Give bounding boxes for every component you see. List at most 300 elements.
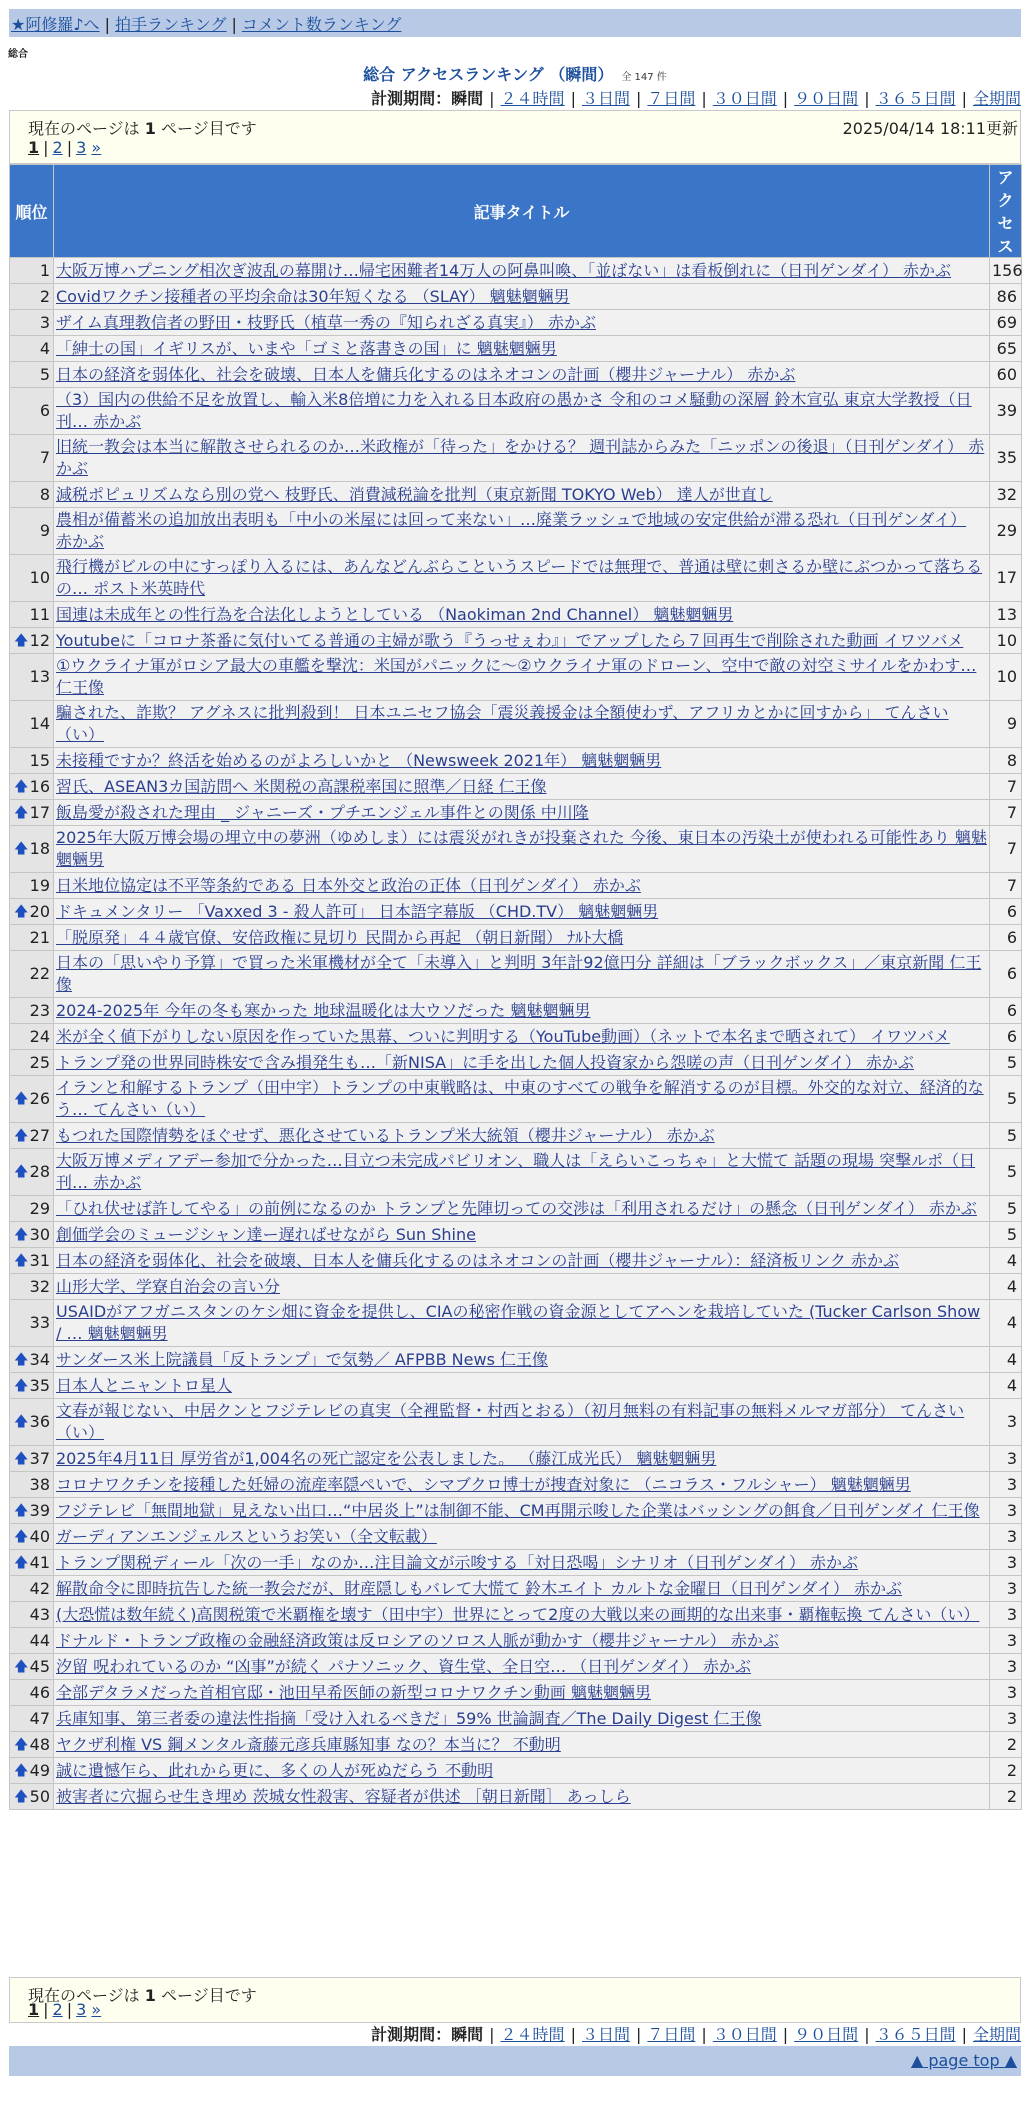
- table-row: [10, 362, 1022, 388]
- rank-number: 36: [29, 1412, 50, 1431]
- table-row: [10, 1524, 1022, 1550]
- access-count: 4: [990, 1274, 1022, 1300]
- rank-cell: [10, 508, 54, 555]
- access-count: 2: [990, 1758, 1022, 1784]
- access-count: 7: [990, 800, 1022, 826]
- rank-number: 37: [29, 1448, 50, 1468]
- page-info-box-top: [9, 110, 1021, 164]
- article-link[interactable]: コロナワクチンを接種した妊婦の流産率隠ぺいで、シマブクロ博士が捜査対象に （ニコラス・フルシャー） 魑魅魍魎男: [56, 1474, 911, 1494]
- period-link[interactable]: ３０日間: [712, 89, 777, 108]
- article-link[interactable]: サンダース米上院議員「反トランプ」で気勢／ AFPBB News 仁王像: [56, 1349, 549, 1369]
- period-label: 計測期間：: [371, 89, 452, 108]
- title-cell: [54, 826, 990, 873]
- rank-number: 14: [29, 714, 50, 733]
- rank-cell: [10, 310, 54, 336]
- article-link[interactable]: ドキュメンタリー 「Vaxxed 3 - 殺人許可」 日本語字幕版 （CHD.TV） 魑魅魍魎男: [56, 901, 659, 921]
- article-link[interactable]: フジテレビ「無間地獄」見えない出口…“中居炎上”は制御不能、CM再開示唆した企業はバッシングの餌食／日刊ゲンダイ 仁王像: [56, 1500, 980, 1520]
- rank-cell: [10, 998, 54, 1024]
- title-cell: [54, 508, 990, 555]
- table-row: [10, 1576, 1022, 1602]
- comment-ranking-link[interactable]: コメント数ランキング: [241, 15, 402, 34]
- rank-number: 41: [29, 1552, 50, 1572]
- article-link[interactable]: 日本の経済を弱体化、社会を破壊、日本人を傭兵化するのはネオコンの計画（櫻井ジャーナル）：経済板リンク 赤かぶ: [56, 1250, 900, 1270]
- access-count: 5: [990, 1196, 1022, 1222]
- table-row: [10, 951, 1022, 998]
- home-link[interactable]: ★阿修羅♪へ: [11, 15, 100, 34]
- access-count: 39: [990, 388, 1022, 435]
- period-current: 瞬間: [451, 89, 484, 108]
- article-link[interactable]: Covidワクチン接種者の平均余命は30年短くなる （SLAY） 魑魅魍魎男: [56, 286, 570, 306]
- article-link[interactable]: 日米地位協定は不平等条約である 日本外交と政治の正体（日刊ゲンダイ） 赤かぶ: [56, 875, 641, 895]
- rank-cell: [10, 1076, 54, 1123]
- access-count: 35: [990, 435, 1022, 482]
- access-count: 13: [990, 602, 1022, 628]
- article-link[interactable]: 日本の経済を弱体化、社会を破壊、日本人を傭兵化するのはネオコンの計画（櫻井ジャーナル） 赤かぶ: [56, 364, 796, 384]
- rank-cell: [10, 1498, 54, 1524]
- title-cell: [54, 362, 990, 388]
- table-row: [10, 826, 1022, 873]
- pager-separator: |: [66, 2000, 73, 2019]
- access-count: 9: [990, 701, 1022, 748]
- rank-cell: [10, 1732, 54, 1758]
- table-row: [10, 1347, 1022, 1373]
- title-cell: [54, 1550, 990, 1576]
- rank-cell: [10, 1784, 54, 1810]
- table-row: [10, 508, 1022, 555]
- rank-number: 35: [29, 1375, 50, 1395]
- period-link[interactable]: 全期間: [972, 2025, 1021, 2044]
- title-cell: [54, 1446, 990, 1472]
- article-link[interactable]: 飯島愛が殺された理由 _ ジャニーズ・プチエンジェル事件との関係 中川隆: [56, 802, 589, 822]
- title-cell: [54, 1524, 990, 1550]
- rank-number: 39: [29, 1500, 50, 1520]
- period-link[interactable]: ３日間: [581, 2025, 630, 2044]
- rank-number: 24: [29, 1026, 50, 1046]
- period-separator: |: [961, 89, 967, 108]
- page-title: 総合 アクセスランキング （瞬間）: [363, 65, 614, 84]
- article-link[interactable]: 習氏、ASEAN3カ国訪問へ 米関税の高課税率国に照準／日経 仁王像: [56, 776, 547, 796]
- rank-cell: [10, 362, 54, 388]
- title-cell: [54, 998, 990, 1024]
- rank-cell: [10, 258, 54, 284]
- table-row: [10, 555, 1022, 602]
- rank-number: 13: [29, 667, 50, 686]
- title-cell: [54, 482, 990, 508]
- rank-cell: [10, 1347, 54, 1373]
- rank-up-arrow-icon: 🡅: [14, 1252, 29, 1269]
- period-link[interactable]: 全期間: [972, 89, 1021, 108]
- access-count: 86: [990, 284, 1022, 310]
- access-count: 6: [990, 951, 1022, 998]
- title-cell: [54, 748, 990, 774]
- period-link[interactable]: ７日間: [647, 89, 696, 108]
- period-link[interactable]: ３６５日間: [875, 2025, 956, 2044]
- table-row: [10, 1758, 1022, 1784]
- access-count: 5: [990, 1076, 1022, 1123]
- table-row: [10, 1300, 1022, 1347]
- access-count: 3: [990, 1628, 1022, 1654]
- table-row: [10, 998, 1022, 1024]
- table-row: [10, 1680, 1022, 1706]
- rank-number: 42: [29, 1578, 50, 1598]
- title-cell: [54, 336, 990, 362]
- table-row: [10, 1050, 1022, 1076]
- article-link[interactable]: 大阪万博ハプニング相次ぎ波乱の幕開け…帰宅困難者14万人の阿鼻叫喚、「並ばない」は看板倒れに（日刊ゲンダイ） 赤かぶ: [56, 260, 952, 280]
- title-cell: [54, 628, 990, 654]
- col-header-title: 記事タイトル: [54, 165, 990, 258]
- access-count: 6: [990, 1024, 1022, 1050]
- total-count: 全 147 件: [621, 72, 667, 83]
- title-cell: [54, 1628, 990, 1654]
- rank-number: 28: [29, 1162, 50, 1181]
- page-info-box-bottom: [9, 1977, 1021, 2023]
- rank-cell: [10, 873, 54, 899]
- article-link[interactable]: 旧統一教会は本当に解散させられるのか…米政権が「待った」をかける？ 週刊誌からみた「ニッポンの後退」（日刊ゲンダイ） 赤かぶ: [56, 437, 985, 478]
- article-link[interactable]: 2025年4月11日 厚労省が1,004名の死亡認定を公表しました。 （藤江成光氏） 魑魅魍魎男: [56, 1448, 717, 1468]
- pager-separator: |: [43, 2000, 49, 2019]
- rank-number: 20: [29, 901, 50, 921]
- title-cell: [54, 925, 990, 951]
- table-row: [10, 336, 1022, 362]
- rank-cell: [10, 800, 54, 826]
- title-cell: [54, 1373, 990, 1399]
- title-cell: [54, 701, 990, 748]
- title-cell: [54, 1472, 990, 1498]
- clap-ranking-link[interactable]: 拍手ランキング: [114, 15, 227, 34]
- table-row: [10, 1123, 1022, 1149]
- rank-up-arrow-icon: 🡅: [14, 1554, 29, 1571]
- title-cell: [54, 1123, 990, 1149]
- article-link[interactable]: 「脱原発」４４歳官僚、安倍政権に見切り 民間から再起 （朝日新聞） ﾅﾙﾄ大橋: [56, 927, 624, 947]
- rank-up-arrow-icon: 🡅: [14, 1226, 29, 1243]
- table-row: [10, 388, 1022, 435]
- rank-up-arrow-icon: 🡅: [14, 1164, 29, 1180]
- title-cell: [54, 1300, 990, 1347]
- access-count: 4: [990, 1248, 1022, 1274]
- rank-number: 19: [29, 875, 50, 895]
- title-cell: [54, 1274, 990, 1300]
- table-row: [10, 628, 1022, 654]
- table-row: [10, 1076, 1022, 1123]
- period-link[interactable]: ３０日間: [712, 2025, 777, 2044]
- period-link[interactable]: ３日間: [581, 89, 630, 108]
- table-row: [10, 1628, 1022, 1654]
- period-link[interactable]: ３６５日間: [875, 89, 956, 108]
- article-link[interactable]: トランプ発の世界同時株安で含み損発生も…「新NISA」に手を出した個人投資家から怨嗟の声（日刊ゲンダイ） 赤かぶ: [56, 1052, 914, 1072]
- article-link[interactable]: 山形大学、学寮自治会の言い分: [56, 1276, 281, 1296]
- rank-cell: [10, 1248, 54, 1274]
- pager-page-link[interactable]: 2: [52, 138, 63, 157]
- rank-cell: [10, 1680, 54, 1706]
- article-link[interactable]: 騙された、詐欺？ アグネスに批判殺到！ 日本ユニセフ協会「震災義援金は全額使わず、アフリカとかに回すから」 てんさい（い）: [56, 703, 949, 744]
- period-separator: |: [961, 2025, 967, 2044]
- rank-cell: [10, 925, 54, 951]
- access-count: 5: [990, 1149, 1022, 1196]
- rank-cell: [10, 1300, 54, 1347]
- page-info: 現在のページは 1 ページ目です: [28, 1986, 257, 2005]
- article-link[interactable]: 農相が備蓄米の追加放出表明も「中小の米屋には回って来ない」…廃業ラッシュで地域の安定供給が滞る恐れ（日刊ゲンダイ） 赤かぶ: [56, 510, 967, 551]
- access-count: 3: [990, 1654, 1022, 1680]
- table-row: [10, 1472, 1022, 1498]
- article-link[interactable]: 大阪万博メディアデー参加で分かった…目立つ未完成パビリオン、職人は「えらいこっちゃ」と大慌て 話題の現場 突撃ルポ（日刊… 赤かぶ: [56, 1151, 976, 1192]
- col-header-rank: 順位: [10, 165, 54, 258]
- rank-cell: [10, 1123, 54, 1149]
- article-link[interactable]: ドナルド・トランプ政権の金融経済政策は反ロシアのソロス人脈が動かす（櫻井ジャーナル） 赤かぶ: [56, 1630, 779, 1650]
- rank-number: 11: [29, 604, 50, 624]
- article-link[interactable]: 未接種ですか？終活を始めるのがよろしいかと （Newsweek 2021年） 魑魅魍魎男: [56, 750, 662, 770]
- access-count: 4: [990, 1300, 1022, 1347]
- article-link[interactable]: もつれた国際情勢をほぐせず、悪化させているトランプ米大統領（櫻井ジャーナル） 赤かぶ: [56, 1125, 715, 1145]
- title-cell: [54, 435, 990, 482]
- article-link[interactable]: 日本の「思いやり予算」で買った米軍機材が全て「未導入」と判明 3年計92億円分 詳細は「ブラックボックス」／東京新聞 仁王像: [56, 953, 982, 994]
- article-link[interactable]: イランと和解するトランプ（田中宇）トランプの中東戦略は、中東のすべての戦争を解消するのが目標。外交的な対立、経済的なう… てんさい（い）: [56, 1078, 984, 1119]
- article-link[interactable]: 2025年大阪万博会場の埋立中の夢洲（ゆめしま）には震災がれきが投棄された 今後、東日本の汚染土が使われる可能性あり 魑魅魍魎男: [56, 828, 987, 869]
- rank-number: 10: [29, 568, 50, 587]
- rank-number: 3: [39, 312, 50, 332]
- period-link[interactable]: ９０日間: [794, 2025, 859, 2044]
- article-link[interactable]: トランプ関税ディール「次の一手」なのか…注目論文が示唆する「対日恐喝」シナリオ（日刊ゲンダイ） 赤かぶ: [56, 1552, 859, 1572]
- title-cell: [54, 654, 990, 701]
- rank-cell: [10, 1274, 54, 1300]
- rank-number: 49: [29, 1760, 50, 1780]
- rank-cell: [10, 336, 54, 362]
- table-row: [10, 1024, 1022, 1050]
- rank-cell: [10, 388, 54, 435]
- rank-cell: [10, 701, 54, 748]
- rank-cell: [10, 602, 54, 628]
- nav-separator: |: [231, 15, 237, 34]
- access-count: 60: [990, 362, 1022, 388]
- rank-number: 9: [39, 521, 50, 540]
- period-separator: |: [782, 89, 789, 108]
- access-count: 10: [990, 654, 1022, 701]
- article-link[interactable]: 兵庫知事、第三者委の違法性指摘「受け入れるべきだ」59% 世論調査／The Daily Digest 仁王像: [56, 1708, 762, 1728]
- rank-number: 31: [29, 1250, 50, 1270]
- access-count: 3: [990, 1446, 1022, 1472]
- category-label: 総合: [8, 49, 28, 60]
- table-row: [10, 748, 1022, 774]
- period-current: 瞬間: [451, 2025, 484, 2044]
- article-link[interactable]: （3）国内の供給不足を放置し、輸入米8倍増に力を入れる日本政府の愚かさ 令和のコメ騒動の深層 鈴木宣弘 東京大学教授（日刊… 赤かぶ: [56, 390, 972, 431]
- title-cell: [54, 951, 990, 998]
- rank-cell: [10, 1446, 54, 1472]
- table-row: [10, 654, 1022, 701]
- rank-cell: [10, 1373, 54, 1399]
- table-row: [10, 701, 1022, 748]
- access-count: 2: [990, 1784, 1022, 1810]
- updated-time: 2025/04/14 18:11更新: [842, 119, 1018, 138]
- article-link[interactable]: 日本人とニャントロ星人: [56, 1375, 233, 1395]
- article-link[interactable]: 解散命令に即時抗告した統一教会だが、財産隠しもバレて大慌て 鈴木エイト カルトな金曜日（日刊ゲンダイ） 赤かぶ: [56, 1578, 902, 1598]
- table-row: [10, 774, 1022, 800]
- pager-next-link[interactable]: »: [91, 2000, 102, 2019]
- access-count: 5: [990, 1123, 1022, 1149]
- article-link[interactable]: 誠に遺憾乍ら、此れから更に、多くの人が死ぬだらう 不動明: [56, 1760, 494, 1780]
- article-link[interactable]: ガーディアンエンジェルスというお笑い（全文転載）: [56, 1526, 437, 1546]
- rank-up-arrow-icon: 🡅: [14, 903, 29, 920]
- title-cell: [54, 284, 990, 310]
- article-link[interactable]: (大恐慌は数年続く)高関税策で米覇権を壊す（田中宇）世界にとって2度の大戦以来の画期的な出来事・覇権転換 てんさい（い）: [56, 1604, 980, 1624]
- rank-number: 32: [29, 1276, 50, 1296]
- table-row: [10, 310, 1022, 336]
- rank-number: 43: [29, 1604, 50, 1624]
- access-count: 3: [990, 1602, 1022, 1628]
- rank-number: 1: [39, 260, 50, 280]
- rank-up-arrow-icon: 🡅: [14, 778, 29, 795]
- period-label: 計測期間：: [371, 2025, 452, 2044]
- access-count: 65: [990, 336, 1022, 362]
- rank-number: 38: [29, 1474, 50, 1494]
- rank-number: 12: [29, 630, 50, 650]
- rank-number: 30: [29, 1224, 50, 1244]
- rank-up-arrow-icon: 🡅: [14, 1414, 29, 1430]
- article-link[interactable]: 米が全く値下がりしない原因を作っていた黒幕、ついに判明する（YouTube動画）（ネットで本名まで晒されて） イワツバメ: [56, 1026, 950, 1046]
- rank-cell: [10, 1472, 54, 1498]
- rank-number: 17: [29, 802, 50, 822]
- period-selector-top: [371, 86, 1021, 109]
- access-count: 17: [990, 555, 1022, 602]
- pager-separator: |: [43, 138, 49, 157]
- table-row: [10, 1274, 1022, 1300]
- article-link[interactable]: 2024-2025年 今年の冬も寒かった 地球温暖化は大ウソだった 魑魅魍魎男: [56, 1000, 591, 1020]
- period-link[interactable]: ２４時間: [500, 89, 565, 108]
- title-cell: [54, 258, 990, 284]
- pager-page-link[interactable]: 3: [76, 138, 87, 157]
- rank-number: 25: [29, 1052, 50, 1072]
- title-cell: [54, 1576, 990, 1602]
- rank-cell: [10, 1628, 54, 1654]
- table-row: [10, 1248, 1022, 1274]
- article-link[interactable]: ザイム真理教信者の野田・枝野氏（植草一秀の『知られざる真実』） 赤かぶ: [56, 312, 596, 332]
- title-cell: [54, 1602, 990, 1628]
- rank-number: 5: [39, 364, 50, 384]
- table-row: [10, 899, 1022, 925]
- table-row: [10, 1222, 1022, 1248]
- title-cell: [54, 1680, 990, 1706]
- page-top-link[interactable]: ▲ page top ▲: [910, 2051, 1017, 2070]
- title-cell: [54, 1784, 990, 1810]
- period-separator: |: [701, 2025, 707, 2044]
- top-nav-bar: [9, 9, 1021, 37]
- table-row: [10, 1149, 1022, 1196]
- access-count: 3: [990, 1550, 1022, 1576]
- rank-number: 8: [39, 484, 50, 504]
- rank-up-arrow-icon: 🡅: [14, 1658, 29, 1675]
- access-count: 3: [990, 1524, 1022, 1550]
- rank-number: 7: [39, 448, 50, 467]
- period-link[interactable]: ２４時間: [500, 2025, 565, 2044]
- article-link[interactable]: 汐留 呪われているのか “凶事”が続く パナソニック、資生堂、全日空… （日刊ゲンダイ） 赤かぶ: [56, 1656, 751, 1676]
- period-separator: |: [635, 89, 642, 108]
- article-link[interactable]: 全部デタラメだった首相官邸・池田早希医師の新型コロナワクチン動画 魑魅魍魎男: [56, 1682, 652, 1702]
- rank-up-arrow-icon: 🡅: [14, 841, 29, 857]
- article-link[interactable]: Youtubeに「コロナ茶番に気付いてる普通の主婦が歌う『うっせぇわ』」でアップしたら７回再生で削除された動画 イワツバメ: [56, 630, 964, 650]
- rank-number: 29: [29, 1198, 50, 1218]
- pager-current-page: 1: [28, 138, 40, 157]
- pager-next-link[interactable]: »: [91, 138, 102, 157]
- table-row: [10, 1602, 1022, 1628]
- rank-cell: [10, 1576, 54, 1602]
- article-link[interactable]: USAIDがアフガニスタンのケシ畑に資金を提供し、CIAの秘密作戦の資金源としてアヘンを栽培していた (Tucker Carlson Show / … 魑魅魍魎男: [56, 1302, 981, 1343]
- table-row: [10, 873, 1022, 899]
- table-row: [10, 258, 1022, 284]
- article-link[interactable]: 創価学会のミュージシャン達ー遅ればせながら Sun Shine: [56, 1224, 476, 1244]
- page-heading: [0, 62, 1030, 85]
- access-count: 2: [990, 1732, 1022, 1758]
- table-row: [10, 1446, 1022, 1472]
- rank-up-arrow-icon: 🡅: [14, 632, 29, 649]
- table-row: [10, 602, 1022, 628]
- rank-cell: [10, 1524, 54, 1550]
- table-row: [10, 284, 1022, 310]
- rank-number: 6: [39, 401, 50, 420]
- pager-page-link[interactable]: 3: [76, 2000, 87, 2019]
- title-cell: [54, 1248, 990, 1274]
- rank-cell: [10, 748, 54, 774]
- access-count: 29: [990, 508, 1022, 555]
- article-link[interactable]: 文春が報じない、中居クンとフジテレビの真実（全裡監督・村西とおる）（初月無料の有料記事の無料メルマガ部分） てんさい（い）: [56, 1401, 965, 1442]
- rank-number: 45: [29, 1656, 50, 1676]
- period-separator: |: [570, 89, 576, 108]
- rank-cell: [10, 1706, 54, 1732]
- access-count: 7: [990, 774, 1022, 800]
- article-link[interactable]: 「ひれ伏せば許してやる」の前例になるのか トランプと先陣切っての交渉は「利用されるだけ」の懸念（日刊ゲンダイ） 赤かぶ: [56, 1198, 977, 1218]
- title-cell: [54, 1149, 990, 1196]
- rank-cell: [10, 1602, 54, 1628]
- access-count: 7: [990, 873, 1022, 899]
- title-cell: [54, 1654, 990, 1680]
- rank-number: 16: [29, 776, 50, 796]
- rank-cell: [10, 555, 54, 602]
- table-row: [10, 800, 1022, 826]
- rank-number: 27: [29, 1125, 50, 1145]
- table-row: [10, 1706, 1022, 1732]
- rank-number: 44: [29, 1630, 50, 1650]
- article-link[interactable]: 飛行機がビルの中にすっぽり入るには、あんなどんぶらこというスピードでは無理で、普通は壁に刺さるか壁にぶつかって落ちるの… ポスト米英時代: [56, 557, 983, 598]
- rank-up-arrow-icon: 🡅: [14, 1127, 29, 1144]
- rank-number: 33: [29, 1313, 50, 1332]
- table-row: [10, 1399, 1022, 1446]
- rank-number: 47: [29, 1708, 50, 1728]
- rank-number: 50: [29, 1786, 50, 1806]
- period-separator: |: [489, 2025, 495, 2044]
- title-cell: [54, 1758, 990, 1784]
- rank-number: 34: [29, 1349, 50, 1369]
- period-link[interactable]: ７日間: [647, 2025, 696, 2044]
- table-row: [10, 1550, 1022, 1576]
- table-row: [10, 925, 1022, 951]
- access-count: 6: [990, 899, 1022, 925]
- article-link[interactable]: 減税ポピュリズムなら別の党へ 枝野氏、消費減税論を批判（東京新聞 TOKYO Web） 達人が世直し: [56, 484, 773, 504]
- rank-cell: [10, 1550, 54, 1576]
- access-count: 3: [990, 1576, 1022, 1602]
- article-link[interactable]: 被害者に穴掘らせ生き埋め 茨城女性殺害、容疑者が供述 ［朝日新聞］ あっしら: [56, 1786, 631, 1806]
- table-row: [10, 1654, 1022, 1680]
- article-link[interactable]: ヤクザ利権 VS 鋼メンタル斎藤元彦兵庫縣知事 なの？本当に？ 不動明: [56, 1734, 561, 1754]
- table-row: [10, 435, 1022, 482]
- article-link[interactable]: 国連は未成年との性行為を合法化しようとしている （Naokiman 2nd Channel） 魑魅魍魎男: [56, 604, 734, 624]
- article-link[interactable]: ①ウクライナ軍がロシア最大の車艦を撃沈：米国がパニックに〜②ウクライナ軍のドローン、空中で敵の対空ミサイルをかわす… 仁王像: [56, 656, 977, 697]
- period-link[interactable]: ９０日間: [794, 89, 859, 108]
- article-link[interactable]: 「紳士の国」イギリスが、いまや「ゴミと落書きの国」に 魑魅魍魎男: [56, 338, 557, 358]
- access-count: 156: [990, 258, 1022, 284]
- pager-page-link[interactable]: 2: [52, 2000, 63, 2019]
- access-count: 3: [990, 1680, 1022, 1706]
- table-row: [10, 482, 1022, 508]
- footer-bar: [9, 2046, 1021, 2076]
- table-row: [10, 1196, 1022, 1222]
- nav-separator: |: [104, 15, 110, 34]
